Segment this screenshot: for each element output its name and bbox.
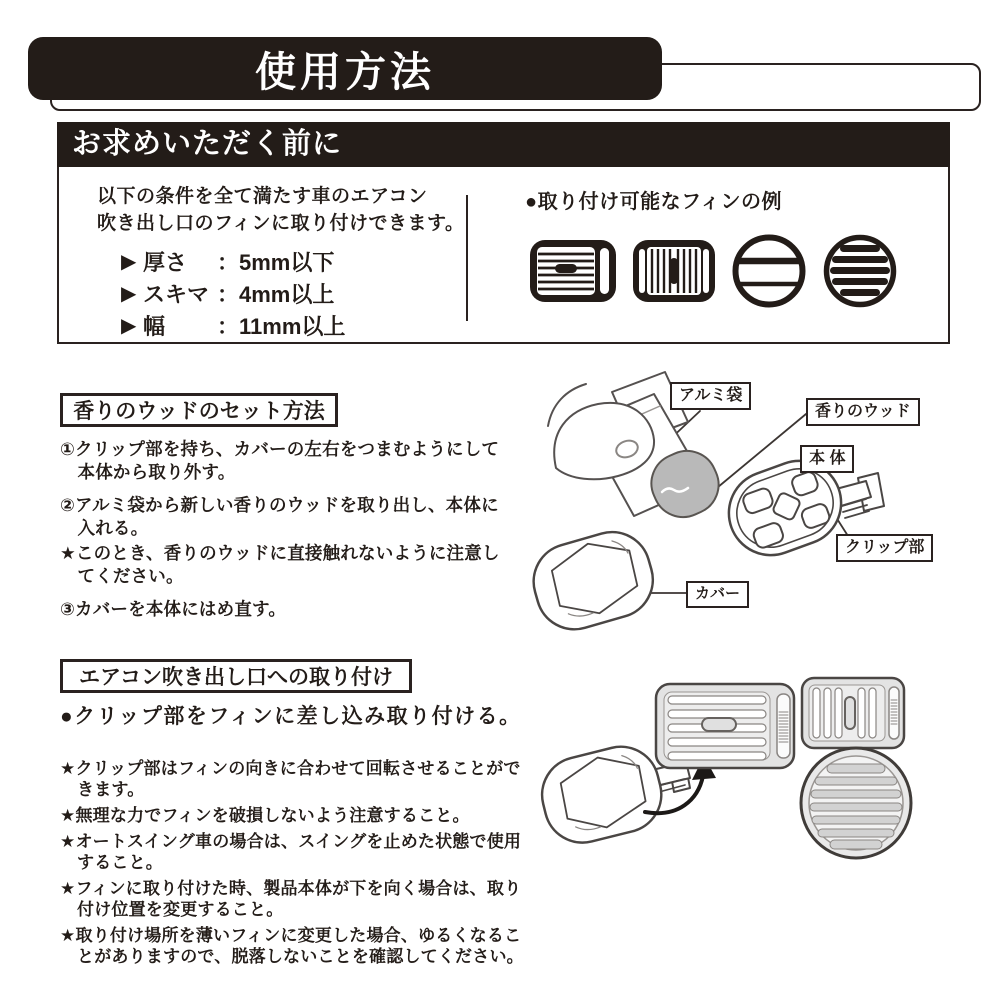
cover-illustration bbox=[525, 523, 662, 638]
round-vent-illustration bbox=[801, 748, 911, 858]
step-2: ②アルミ袋から新しい香りのウッドを取り出し、本体に入れる。 bbox=[60, 495, 499, 538]
attachment-header: エアコン吹き出し口への取り付け bbox=[60, 659, 412, 693]
fin-conditions-intro bbox=[97, 183, 464, 237]
product-illustration bbox=[534, 739, 669, 851]
horizontal-fin-vent-icon bbox=[529, 239, 617, 303]
attachment-diagram bbox=[534, 678, 911, 858]
attachment-note-4: ★フィンに取り付けた時、製品本体が下を向く場合は、取り付け位置を変更すること。 bbox=[60, 879, 522, 919]
attachment-note-5: ★取り付け場所を薄いフィンに変更した場合、ゆるくなることがありますので、脱落しないことを確認してください。 bbox=[60, 926, 524, 966]
triangle-bullet-icon: ▶ bbox=[121, 282, 137, 305]
vertical-divider bbox=[466, 195, 468, 321]
attachment-note-2: ★無理な力でフィンを破損しないよう注意すること。 bbox=[60, 806, 470, 825]
wood-setting-header: 香りのウッドのセット方法 bbox=[60, 393, 338, 427]
page-title: 使用方法 bbox=[255, 49, 435, 95]
spec-row-width bbox=[121, 309, 345, 341]
before-purchase-body bbox=[57, 167, 950, 344]
label-scented-wood: 香りのウッド bbox=[806, 398, 920, 426]
spec-label: 幅 bbox=[143, 313, 166, 339]
intro-line-1: 以下の条件を全て満たす車のエアコン bbox=[97, 186, 428, 207]
attachment-instructions bbox=[60, 700, 532, 972]
label-body: 本 体 bbox=[800, 445, 854, 473]
spec-value: ：11mm以上 bbox=[217, 313, 346, 339]
attachment-note-3: ★オートスイング車の場合は、スイングを止めた状態で使用すること。 bbox=[60, 832, 522, 872]
spec-value: ：4mm以上 bbox=[217, 281, 335, 307]
attachment-main-instruction: ●クリップ部をフィンに差し込み取り付ける。 bbox=[60, 705, 522, 728]
fin-examples-title: ●取り付け可能なフィンの例 bbox=[525, 191, 782, 213]
step-1: ①クリップ部を持ち、カバーの左右をつまむようにして本体から取り外す。 bbox=[60, 439, 500, 482]
attachment-note-1: ★クリップ部はフィンの向きに合わせて回転させることができます。 bbox=[60, 759, 521, 799]
step-3: ③カバーを本体にはめ直す。 bbox=[60, 599, 287, 619]
spec-row-gap bbox=[121, 277, 345, 309]
fin-spec-list bbox=[121, 245, 345, 341]
clip-illustration bbox=[836, 473, 884, 518]
horizontal-vent-illustration bbox=[656, 684, 794, 768]
vertical-vent-illustration bbox=[802, 678, 904, 748]
before-purchase-header: お求めいただく前に bbox=[57, 122, 950, 167]
triangle-bullet-icon: ▶ bbox=[121, 250, 137, 273]
round-vent-louver-icon bbox=[822, 233, 898, 309]
intro-line-2: 吹き出し口のフィンに取り付けできます。 bbox=[97, 213, 465, 234]
label-clip: クリップ部 bbox=[836, 534, 933, 562]
fin-example-icons bbox=[529, 229, 929, 313]
label-aluminum-bag: アルミ袋 bbox=[670, 382, 751, 410]
step-caution: ★このとき、香りのウッドに直接触れないように注意してください。 bbox=[60, 543, 500, 586]
spec-label: 厚さ bbox=[143, 249, 188, 275]
label-cover: カバー bbox=[686, 581, 749, 608]
round-vent-two-bar-icon bbox=[731, 233, 807, 309]
spec-label: スキマ bbox=[143, 281, 210, 307]
spec-value: ：5mm以下 bbox=[217, 249, 335, 275]
wood-setting-steps bbox=[60, 438, 512, 631]
triangle-bullet-icon: ▶ bbox=[121, 314, 137, 337]
spec-row-thickness bbox=[121, 245, 345, 277]
vertical-fin-vent-icon bbox=[632, 239, 716, 303]
before-purchase-section bbox=[57, 122, 950, 344]
